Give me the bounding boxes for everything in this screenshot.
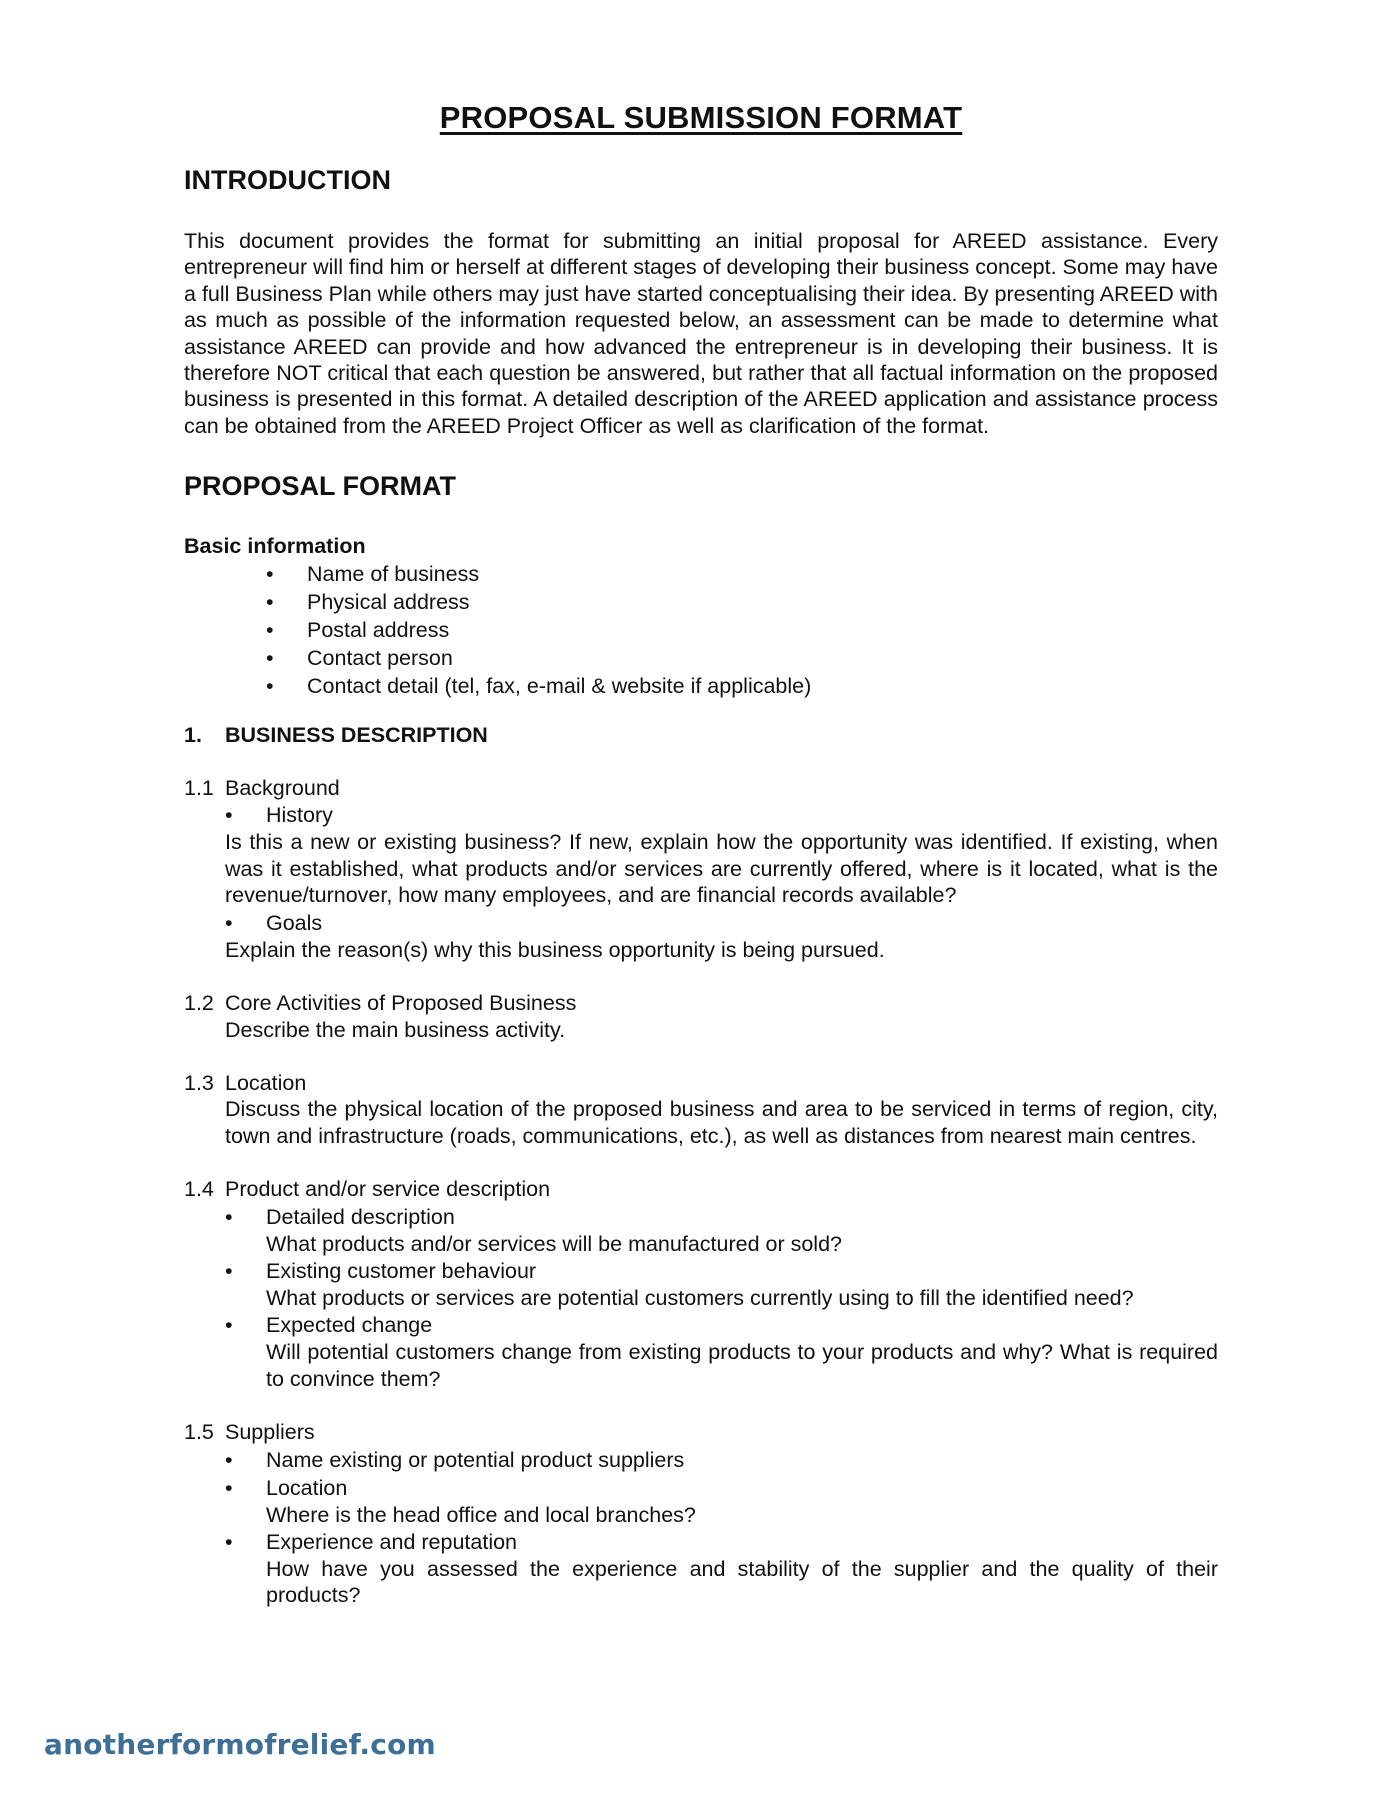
subsection-1-3	[184, 1070, 1218, 1149]
list-item	[184, 1311, 1218, 1392]
list-item	[184, 1257, 1218, 1311]
subsection-heading	[184, 990, 1218, 1016]
list-item	[184, 1203, 1218, 1257]
subsection-title: Background	[225, 776, 340, 801]
subsection-number: 1.5	[184, 1420, 214, 1445]
item-label: • Existing customer behaviour	[266, 1258, 537, 1283]
item-description: Will potential customers change from existing products to your products and why? What is required to convince them?	[266, 1340, 1218, 1391]
list-item	[184, 1446, 1218, 1474]
subsection-title: Product and/or service description	[225, 1177, 551, 1202]
list-item: • Physical address	[184, 588, 1218, 616]
product-list	[184, 1203, 1218, 1393]
subsection-description: Discuss the physical location of the proposed business and area to be serviced in terms of region, city, town and infrastructure (roads, communications, etc.), as well as distances from nearest main centres.	[225, 1097, 1218, 1148]
list-item: • Postal address	[184, 616, 1218, 644]
proposal-format-heading: PROPOSAL FORMAT	[184, 471, 457, 502]
background-list	[184, 909, 1218, 937]
basic-information-heading: Basic information	[184, 534, 366, 559]
suppliers-list	[184, 1446, 1218, 1609]
subsection-heading	[184, 1070, 1218, 1096]
item-label: • Goals	[266, 910, 323, 935]
item-label: • Experience and reputation	[266, 1529, 518, 1554]
item-description: Is this a new or existing business? If new, explain how the opportunity was identified. If existing, when was it established, what products and/or services are currently offered, where is it located, what is the revenue/turnover, how many employees, and are financial records available?	[225, 830, 1218, 908]
item-label: • History	[266, 803, 333, 828]
list-item	[184, 1474, 1218, 1528]
item-label: • Location	[266, 1475, 348, 1500]
subsection-1-5	[184, 1419, 1218, 1609]
item-description: Where is the head office and local branches?	[266, 1502, 696, 1527]
watermark-text: anotherformofrelief.com	[44, 1728, 436, 1761]
subsection-1-2	[184, 990, 1218, 1043]
subsection-1-1	[184, 775, 1218, 963]
section-number: 1.	[184, 722, 202, 747]
list-item	[184, 909, 1218, 937]
subsection-title: Location	[225, 1070, 307, 1095]
subsection-title: Core Activities of Proposed Business	[225, 991, 577, 1016]
introduction-paragraph: This document provides the format for submitting an initial proposal for AREED assistance. Every entrepreneur will find him or herself at different stages of developing their business concept. Some may have a full Business Plan while others may just have started conceptualising their idea. By presenting AREED with as much as possible of the information requested below, an assessment can be made to determine what assistance AREED can provide and how advanced the entrepreneur is in developing their business. It is therefore NOT critical that each question be answered, but rather that all factual information on the proposed business is presented in this format. A detailed description of the AREED application and assistance process can be obtained from the AREED Project Officer as well as clarification of the format.	[184, 229, 1218, 438]
list-item: • Contact person	[184, 644, 1218, 672]
subsection-description: Describe the main business activity.	[225, 1017, 566, 1042]
item-description: How have you assessed the experience and stability of the supplier and the quality of their products?	[266, 1556, 1218, 1608]
item-label: • Expected change	[266, 1313, 433, 1338]
list-item: • Contact detail (tel, fax, e-mail & website if applicable)	[184, 672, 1218, 700]
background-list	[184, 801, 1218, 829]
section-title: BUSINESS DESCRIPTION	[225, 722, 488, 747]
subsection-heading	[184, 1419, 1218, 1445]
document-title: PROPOSAL SUBMISSION FORMAT	[439, 100, 963, 135]
item-label: • Detailed description	[266, 1204, 455, 1229]
subsection-heading	[184, 1176, 1218, 1202]
basic-information-list	[184, 560, 1218, 700]
list-item	[184, 1528, 1218, 1609]
item-description: What products or services are potential customers currently using to fill the identified need?	[266, 1285, 1134, 1310]
subsection-title: Suppliers	[225, 1420, 315, 1445]
section-1-heading	[184, 722, 1218, 748]
item-description: What products and/or services will be manufactured or sold?	[266, 1231, 842, 1256]
subsection-heading	[184, 775, 1218, 801]
document-page	[184, 100, 1218, 1609]
subsection-number: 1.2	[184, 991, 214, 1016]
introduction-heading: INTRODUCTION	[184, 165, 391, 195]
item-label: • Name existing or potential product suppliers	[266, 1447, 685, 1472]
subsection-number: 1.3	[184, 1070, 214, 1095]
subsection-number: 1.1	[184, 776, 214, 801]
subsection-1-4	[184, 1176, 1218, 1392]
list-item: • Name of business	[184, 560, 1218, 588]
item-description: Explain the reason(s) why this business opportunity is being pursued.	[225, 937, 885, 962]
list-item	[184, 801, 1218, 829]
subsection-number: 1.4	[184, 1177, 214, 1202]
